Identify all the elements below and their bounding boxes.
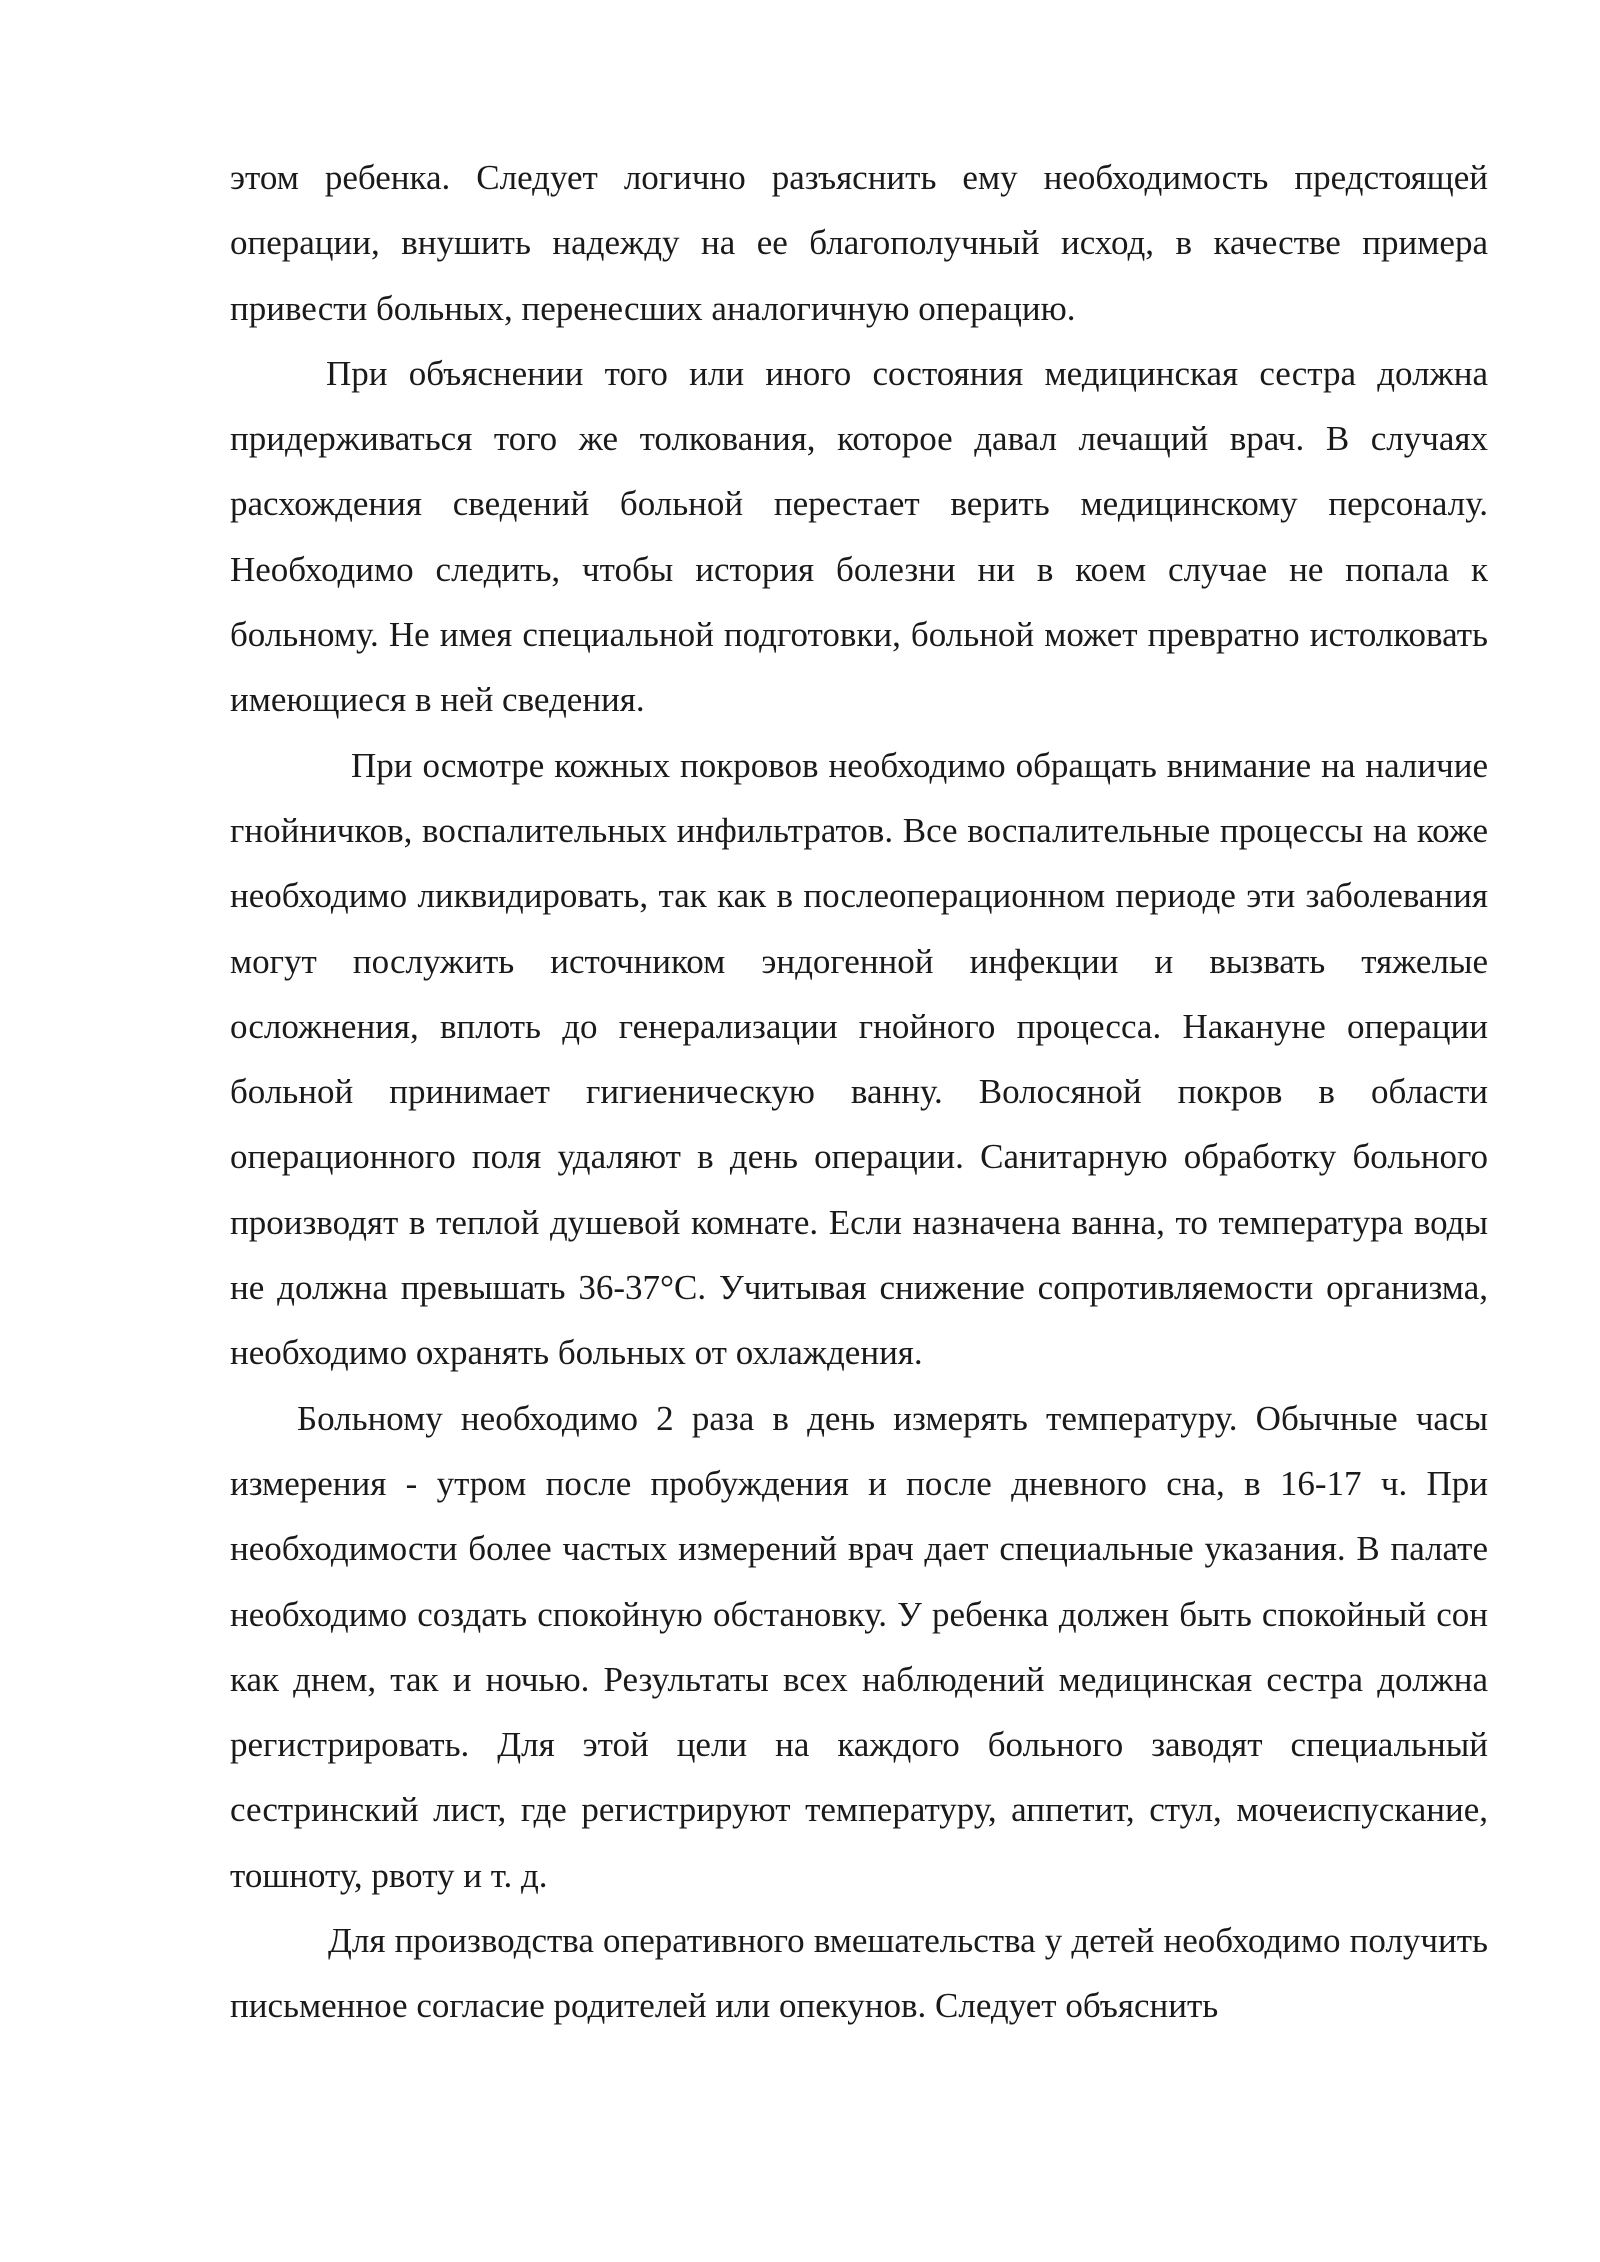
paragraph-continuation: этом ребенка. Следует логично разъяснить ему необходимость предстоящей операции, внушить надежду на ее благополучный исход, в качестве примера привести больных, перенесших аналогичную операцию.: [230, 158, 1488, 328]
paragraph-skin-examination: При осмотре кожных покровов необходимо обращать внимание на наличие гнойничков, воспалительных инфильтратов. Все воспалительные процессы на коже необходимо ликвидировать, так как в послеоперационном периоде эти заболевания могут послужить источником эндогенной инфекции и вызвать тяжелые осложнения, вплоть до генерализации гнойного процесса. Накануне операции больной принимает гигиеническую ванну. Волосяной покров в области операционного поля удаляют в день операции. Санитарную обработку больного производят в теплой душевой комнате. Если назначена ванна, то температура воды не должна превышать 36-37°С. Учитывая снижение сопротивляемости организма, необходимо охранять больных от охлаждения.: [230, 745, 1488, 1373]
body-text: [230, 145, 1488, 2039]
paragraph-explanation: При объяснении того или иного состояния медицинская сестра должна придерживаться того же толкования, которое давал лечащий врач. В случаях расхождения сведений больной перестает верить медицинскому персоналу. Необходимо следить, чтобы история болезни ни в коем случае не попала к больному. Не имея специальной подготовки, больной может превратно истолковать имеющиеся в ней сведения.: [230, 353, 1488, 720]
paragraph-temperature: Больному необходимо 2 раза в день измерять температуру. Обычные часы измерения - утром после пробуждения и после дневного сна, в 16-17 ч. При необходимости более частых измерений врач дает специальные указания. В палате необходимо создать спокойную обстановку. У ребенка должен быть спокойный сон как днем, так и ночью. Результаты всех наблюдений медицинская сестра должна регистрировать. Для этой цели на каждого больного заводят специальный сестринский лист, где регистрируют температуру, аппетит, стул, мочеиспускание, тошноту, рвоту и т. д.: [230, 1398, 1488, 1895]
paragraph-consent: Для производства оперативного вмешательства у детей необходимо получить письменное согласие родителей или опекунов. Следует объяснить: [230, 1921, 1488, 2026]
